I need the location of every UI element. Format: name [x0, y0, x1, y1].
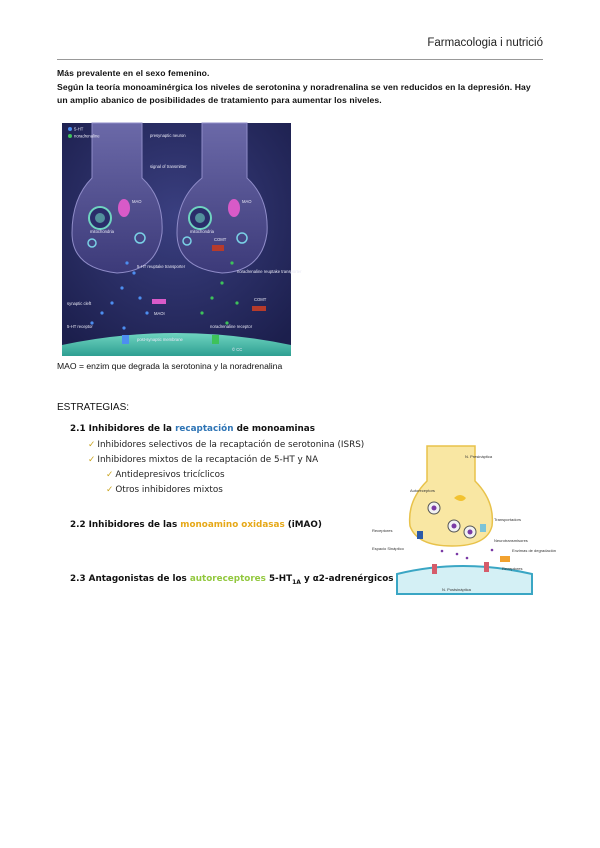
maoi-label: MAOI — [154, 311, 165, 316]
autoreceptor-highlight: autoreceptores — [189, 574, 266, 584]
strategy-2-2-title: 2.2 Inhibidores de las monoamino oxidasas (iMAO) — [70, 520, 322, 530]
receptor-post-right — [484, 562, 489, 572]
enzyme-shape — [500, 556, 510, 562]
noradrenaline-receptor-shape — [212, 335, 219, 344]
strategy-sub-other-mixed: ✓ Otros inhibidores mixtos — [106, 485, 223, 495]
signal-label: signal of transmitter — [150, 164, 187, 169]
mao-caption: MAO = enzim que degrada la serotonina y la noradrenalina — [57, 361, 283, 371]
legend-5ht-marker — [68, 127, 72, 131]
strategy-sub-mixed: ✓ Inhibidores mixtos de la recaptación de 5-HT y NA — [88, 455, 319, 465]
strategy-2-3-title: 2.3 Antagonistas de los autoreceptores $5-HT_{1A}$ y α2-adrenérgicos — [70, 574, 394, 586]
maoi-marker — [152, 299, 166, 304]
intro-line-2: Según la teoría monoaminérgica los niveles de serotonina y noradrenalina se ven reducidos en la depresión. Hay un amplio abanico de posibilidades de tratamiento para aumentar los niveles. — [57, 81, 531, 105]
check-icon: ✓ — [88, 455, 96, 465]
mitochondria-left — [89, 207, 111, 229]
mao-highlight: monoamino oxidasas — [180, 520, 285, 530]
check-icon: ✓ — [106, 470, 114, 480]
document-header-title: Farmacologia i nutrició — [427, 37, 543, 49]
neuron-synapse-diagram — [372, 446, 557, 594]
mao-left-label: MAO — [132, 199, 142, 204]
comt-lower-label: COMT — [254, 297, 267, 302]
synapse-illustration — [62, 123, 302, 356]
reuptake-right-label: noradrenaline reuptake transporter — [237, 269, 302, 274]
enzymes-label: Enzimas de degradación — [512, 548, 557, 553]
neurotransmitter-dots — [441, 549, 494, 560]
receptor-label: Receptores — [372, 528, 393, 533]
receptor-post-label: Receptores — [502, 566, 523, 571]
reuptake-highlight: recaptación — [175, 424, 234, 434]
5ht-receptor-shape — [122, 335, 129, 344]
mao-enzyme-left — [118, 199, 130, 217]
check-icon: ✓ — [88, 440, 96, 450]
comt-upper-label: COMT — [214, 237, 227, 242]
strategies-heading: ESTRATEGIAS: — [57, 402, 130, 413]
receptor-left-label: 5-HT receptor — [67, 324, 93, 329]
legend-na-label: noradrenaline — [74, 133, 100, 139]
receptor-post-left — [432, 564, 437, 574]
mitochondria-left-label: mitochondria — [90, 229, 114, 234]
postsynaptic-label: N. Postsinàptica — [442, 587, 471, 592]
legend-5ht-label: 5-HT — [74, 126, 84, 132]
autoreceptor-label: Autoreceptors — [410, 488, 435, 493]
intro-paragraph — [57, 67, 543, 108]
transporter-label: Transportadors — [494, 517, 521, 522]
reuptake-left-label: 5-HT reuptake transporter — [137, 264, 186, 269]
transporter-shape — [480, 524, 486, 532]
cleft-label: Espacio Sináptico — [372, 546, 404, 551]
strategy-sub-isrs: ✓ Inhibidores selectivos de la recaptación de serotonina (ISRS) — [88, 440, 365, 450]
intro-line-1: Más prevalente en el sexo femenino. — [57, 68, 210, 78]
receptor-right-label: noradrenaline receptor — [210, 324, 253, 329]
presynaptic-label: N. Presinàptica — [465, 454, 493, 459]
membrane-label: post-synaptic membrane — [137, 337, 183, 342]
mao-right-label: MAO — [242, 199, 252, 204]
cleft-label: synaptic cleft — [67, 301, 92, 306]
mitochondria-right — [189, 207, 211, 229]
strategy-2-1-title: 2.1 Inhibidores de la recaptación de monoaminas — [70, 424, 315, 434]
comt-upper-block — [212, 245, 224, 251]
autoreceptor-shape — [417, 531, 423, 539]
neurotransmitter-label: Neurotransmisores — [494, 538, 528, 543]
mao-enzyme-right — [228, 199, 240, 217]
header-divider — [57, 59, 543, 60]
comt-lower-block — [252, 306, 266, 311]
credit-label: © CC — [232, 347, 243, 352]
strategy-sub-tricyclic: ✓ Antidepresivos tricíclicos — [106, 470, 225, 480]
check-icon: ✓ — [106, 485, 114, 495]
legend-na-marker — [68, 134, 72, 138]
mitochondria-right-label: mitochondria — [190, 229, 214, 234]
presynaptic-label: presynaptic neuron — [150, 133, 186, 138]
